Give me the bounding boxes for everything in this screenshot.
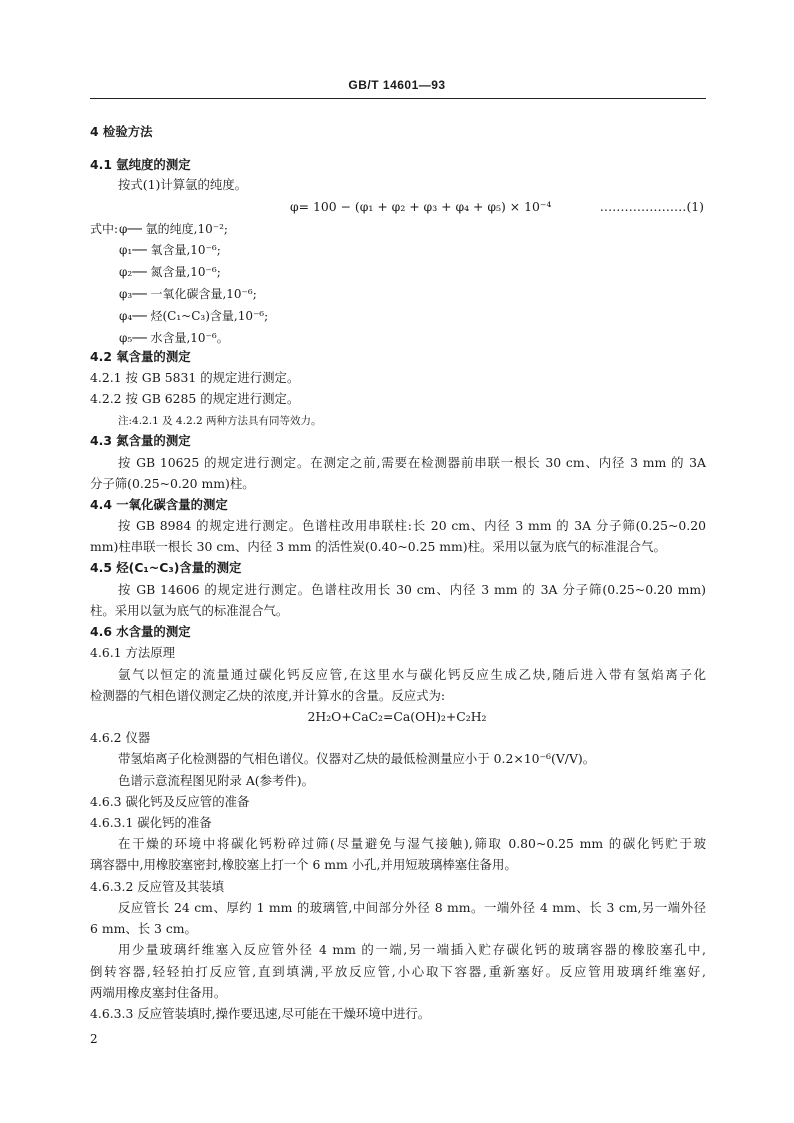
section-4-6-3-2-line4: 倒转容器,轻轻拍打反应管,直到填满,平放反应管,小心取下容器,重新塞好。反应管用玻璃纤维塞好, [90, 964, 706, 979]
section-4-6-1-line2: 检测器的气相色谱仪测定乙炔的浓度,并计算水的含量。反应式为: [90, 688, 446, 703]
section-4-4-line1: 按 GB 8984 的规定进行测定。色谱柱改用串联柱:长 20 cm、内径 3 mm 的 3A 分子筛(0.25~0.20 [118, 518, 706, 533]
section-4-4-title: 4.4 一氧化碳含量的测定 [90, 497, 228, 512]
section-4-5-title: 4.5 烃(C₁~C₃)含量的测定 [90, 560, 242, 575]
page-number: 2 [90, 1032, 98, 1046]
section-4-6-3-1-line1: 在干燥的环境中将碳化钙粉碎过筛(尽量避免与湿气接触),筛取 0.80~0.25 mm 的碳化钙贮于玻 [118, 836, 706, 851]
section-4-6-3-2-line2: 6 mm、长 3 cm。 [90, 921, 197, 936]
section-4-6-3-3: 4.6.3.3 反应管装填时,操作要迅速,尽可能在干燥环境中进行。 [90, 1006, 431, 1021]
def-phi4: φ₄── 烃(C₁~C₃)含量,10⁻⁶; [119, 309, 269, 323]
section-4-6-2-title: 4.6.2 仪器 [90, 730, 151, 745]
section-4-title: 4 检验方法 [90, 124, 153, 139]
section-4-3-line1: 按 GB 10625 的规定进行测定。在测定之前,需要在检测器前串联一根长 30 cm、内径 3 mm 的 3A [118, 455, 706, 470]
header-rule [90, 98, 706, 99]
def-phi5: φ₅── 水含量,10⁻⁶。 [119, 331, 229, 345]
def-phi: φ── 氩的纯度,10⁻²; [119, 222, 228, 236]
section-4-2-title: 4.2 氧含量的测定 [90, 349, 191, 364]
def-phi2: φ₂── 氮含量,10⁻⁶; [119, 265, 221, 279]
formula-expression: φ= 100 − (φ₁ + φ₂ + φ₃ + φ₄ + φ₅) × 10⁻⁴ [290, 199, 552, 214]
section-4-6-3-2-title: 4.6.3.2 反应管及其装填 [90, 879, 225, 894]
section-4-1-title: 4.1 氩纯度的测定 [90, 157, 191, 172]
section-4-2-note: 注:4.2.1 及 4.2.2 两种方法具有同等效力。 [118, 415, 322, 427]
section-4-6-3-2-line5: 两端用橡皮塞封住备用。 [90, 985, 227, 1000]
section-4-1-intro: 按式(1)计算氩的纯度。 [118, 177, 248, 192]
section-4-4-line2: mm)柱串联一根长 30 cm、内径 3 mm 的活性炭(0.40~0.25 mm)柱。采用以氩为底气的标准混合气。 [90, 539, 666, 554]
section-4-6-1-title: 4.6.1 方法原理 [90, 645, 176, 660]
section-4-6-2-line2: 色谱示意流程图见附录 A(参考件)。 [118, 773, 315, 788]
def-phi3: φ₃── 一氧化碳含量,10⁻⁶; [119, 287, 257, 301]
section-4-6-3-1-title: 4.6.3.1 碳化钙的准备 [90, 815, 212, 830]
section-4-6-3-1-line2: 璃容器中,用橡胶塞密封,橡胶塞上打一个 6 mm 小孔,并用短玻璃棒塞住备用。 [90, 857, 517, 872]
section-4-6-title: 4.6 水含量的测定 [90, 624, 191, 639]
section-4-2-2: 4.2.2 按 GB 6285 的规定进行测定。 [90, 391, 300, 406]
formula-number: …………………(1) [599, 199, 704, 214]
section-4-6-3-2-line1: 反应管长 24 cm、厚约 1 mm 的玻璃管,中间部分外径 8 mm。一端外径 4 mm、长 3 cm,另一端外径 [118, 900, 706, 915]
section-4-3-line2: 分子筛(0.25~0.20 mm)柱。 [90, 476, 255, 491]
section-4-6-1-line1: 氩气以恒定的流量通过碳化钙反应管,在这里水与碳化钙反应生成乙炔,随后进入带有氢焰离子化 [118, 667, 706, 682]
where-prefix: 式中: [90, 222, 119, 236]
def-phi1: φ₁── 氧含量,10⁻⁶; [119, 243, 221, 257]
reaction-equation: 2H₂O+CaC₂=Ca(OH)₂+C₂H₂ [307, 709, 487, 724]
page-header-standard-number: GB/T 14601—93 [348, 78, 446, 92]
section-4-6-3-2-line3: 用少量玻璃纤维塞入反应管外径 4 mm 的一端,另一端插入贮存碳化钙的玻璃容器的橡胶塞孔中, [118, 942, 706, 957]
section-4-2-1: 4.2.1 按 GB 5831 的规定进行测定。 [90, 370, 300, 385]
section-4-3-title: 4.3 氮含量的测定 [90, 433, 191, 448]
section-4-6-2-line1: 带氢焰离子化检测器的气相色谱仪。仪器对乙炔的最低检测量应小于 0.2×10⁻⁶(V/V)。 [118, 751, 596, 766]
section-4-6-3-title: 4.6.3 碳化钙及反应管的准备 [90, 794, 250, 809]
section-4-5-line1: 按 GB 14606 的规定进行测定。色谱柱改用长 30 cm、内径 3 mm 的 3A 分子筛(0.25~0.20 mm) [118, 582, 706, 597]
section-4-5-line2: 柱。采用以氩为底气的标准混合气。 [90, 603, 289, 618]
